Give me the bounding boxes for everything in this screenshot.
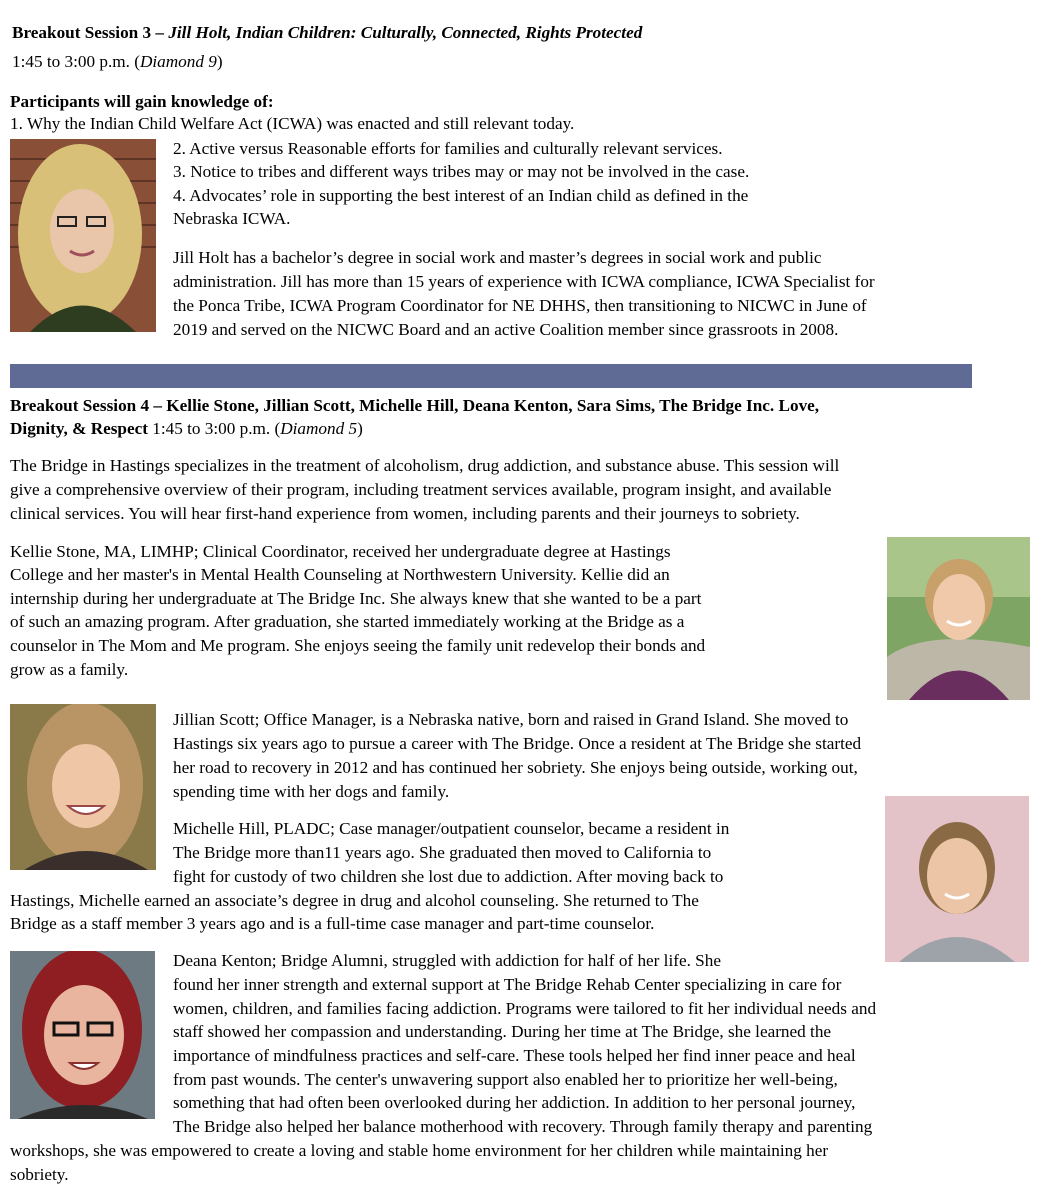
michelle-hill-photo xyxy=(885,796,1029,962)
kellie-bio-line: counselor in The Mom and Me program. She enjoys seeing the family unit redevelop their bonds and xyxy=(10,636,706,655)
intro-line: give a comprehensive overview of their program, including treatment services available, program insight, and available xyxy=(10,480,832,499)
deana-bio-line: from past wounds. The center's unwavering support also enabled her to prioritize her well-being, xyxy=(173,1070,838,1089)
deana-bio-line: women, children, and families facing addiction. Programs were tailored to fit her individual needs and xyxy=(173,999,877,1018)
session4-time-close: ) xyxy=(357,419,363,438)
deana-bio-line: something that had often been overlooked during her addiction. In addition to her personal journey, xyxy=(173,1093,856,1112)
deana-bio-line: workshops, she was empowered to create a loving and stable home environment for her children while maintaining her xyxy=(10,1141,829,1160)
intro-line: The Bridge in Hastings specializes in the treatment of alcoholism, drug addiction, and substance abuse. This session will xyxy=(10,456,840,475)
deana-kenton-photo xyxy=(10,951,155,1119)
kellie-bio-line: of such an amazing program. After graduation, she started immediately working at the Bridge as a xyxy=(10,612,685,631)
section-divider xyxy=(10,364,972,388)
jillian-scott-photo xyxy=(10,704,156,870)
session3-heading xyxy=(12,21,642,45)
session3-room: Diamond 9 xyxy=(139,52,217,71)
objective-item: 3. Notice to tribes and different ways tribes may or may not be involved in the case. xyxy=(173,162,750,181)
participants-heading: Participants will gain knowledge of: xyxy=(10,92,274,111)
deana-bio-line: found her inner strength and external support at The Bridge Rehab Center specializing in care for xyxy=(173,975,842,994)
kellie-bio-line: College and her master's in Mental Health Counseling at Northwestern University. Kellie did an xyxy=(10,565,670,584)
kellie-bio-line: internship during her undergraduate at The Bridge Inc. She always knew that she wanted to be a part xyxy=(10,589,702,608)
session4-heading-cont: Dignity, & Respect xyxy=(10,419,148,438)
jill-holt-photo xyxy=(10,139,156,332)
michelle-bio-line: Hastings, Michelle earned an associate’s degree in drug and alcohol counseling. She returned to The xyxy=(10,891,699,910)
session3-heading-prefix: Breakout Session 3 – xyxy=(12,23,169,42)
deana-bio-line: The Bridge also helped her balance motherhood with recovery. Through family therapy and parenting xyxy=(173,1117,873,1136)
objective-item: 1. Why the Indian Child Welfare Act (ICWA) was enacted and still relevant today. xyxy=(10,114,575,133)
session4-room: Diamond 5 xyxy=(280,419,358,438)
kellie-bio-line: grow as a family. xyxy=(10,660,129,679)
jillian-bio-line: spending time with her dogs and family. xyxy=(173,782,450,801)
jill-bio-line: administration. Jill has more than 15 years of experience with ICWA compliance, ICWA Specialist for xyxy=(173,272,875,291)
session3-time-text: 1:45 to 3:00 p.m. ( xyxy=(12,52,140,71)
jillian-bio-line: Hastings six years ago to pursue a career with The Bridge. Once a resident at The Bridge she started xyxy=(173,734,862,753)
deana-bio-line: Deana Kenton; Bridge Alumni, struggled with addiction for half of her life. She xyxy=(173,951,721,970)
session3-heading-title: Jill Holt, Indian Children: Culturally, Connected, Rights Protected xyxy=(168,23,643,42)
michelle-bio-line: fight for custody of two children she lost due to addiction. After moving back to xyxy=(173,867,724,886)
jillian-bio-line: her road to recovery in 2012 and has continued her sobriety. She enjoys being outside, working out, xyxy=(173,758,858,777)
jill-bio-line: 2019 and served on the NICWC Board and an active Coalition member since grassroots in 2008. xyxy=(173,320,839,339)
jillian-bio-line: Jillian Scott; Office Manager, is a Nebraska native, born and raised in Grand Island. She moved to xyxy=(173,710,849,729)
deana-bio-line: staff showed her compassion and understanding. During her time at The Bridge, she learned the xyxy=(173,1022,832,1041)
deana-bio-line: importance of mindfulness practices and self-care. These tools helped her find inner peace and heal xyxy=(173,1046,856,1065)
jill-bio-line: the Ponca Tribe, ICWA Program Coordinator for NE DHHS, then transitioning to NICWC in June of xyxy=(173,296,867,315)
objective-item: 2. Active versus Reasonable efforts for families and culturally relevant services. xyxy=(173,139,723,158)
kellie-bio-line: Kellie Stone, MA, LIMHP; Clinical Coordinator, received her undergraduate degree at Hastings xyxy=(10,542,671,561)
objective-item: 4. Advocates’ role in supporting the best interest of an Indian child as defined in the xyxy=(173,186,749,205)
session4-heading: Breakout Session 4 – Kellie Stone, Jillian Scott, Michelle Hill, Deana Kenton, Sara Sims, The Bridge Inc. Love, xyxy=(10,396,820,415)
kellie-stone-photo xyxy=(887,537,1030,700)
michelle-bio-line: The Bridge more than11 years ago. She graduated then moved to California to xyxy=(173,843,712,862)
intro-line: clinical services. You will hear first-hand experience from women, including parents and their journeys to sobriety. xyxy=(10,504,800,523)
objective-item: Nebraska ICWA. xyxy=(173,209,291,228)
michelle-bio-line: Bridge as a staff member 3 years ago and is a full-time case manager and part-time counselor. xyxy=(10,914,655,933)
session3-time xyxy=(12,50,223,74)
michelle-bio-line: Michelle Hill, PLADC; Case manager/outpatient counselor, became a resident in xyxy=(173,819,730,838)
session3-time-close: ) xyxy=(216,52,223,71)
jill-bio-line: Jill Holt has a bachelor’s degree in social work and master’s degrees in social work and public xyxy=(173,248,822,267)
session4-heading-line2 xyxy=(10,417,363,441)
session4-time: 1:45 to 3:00 p.m. ( xyxy=(147,419,281,438)
deana-bio-line: sobriety. xyxy=(10,1165,69,1184)
